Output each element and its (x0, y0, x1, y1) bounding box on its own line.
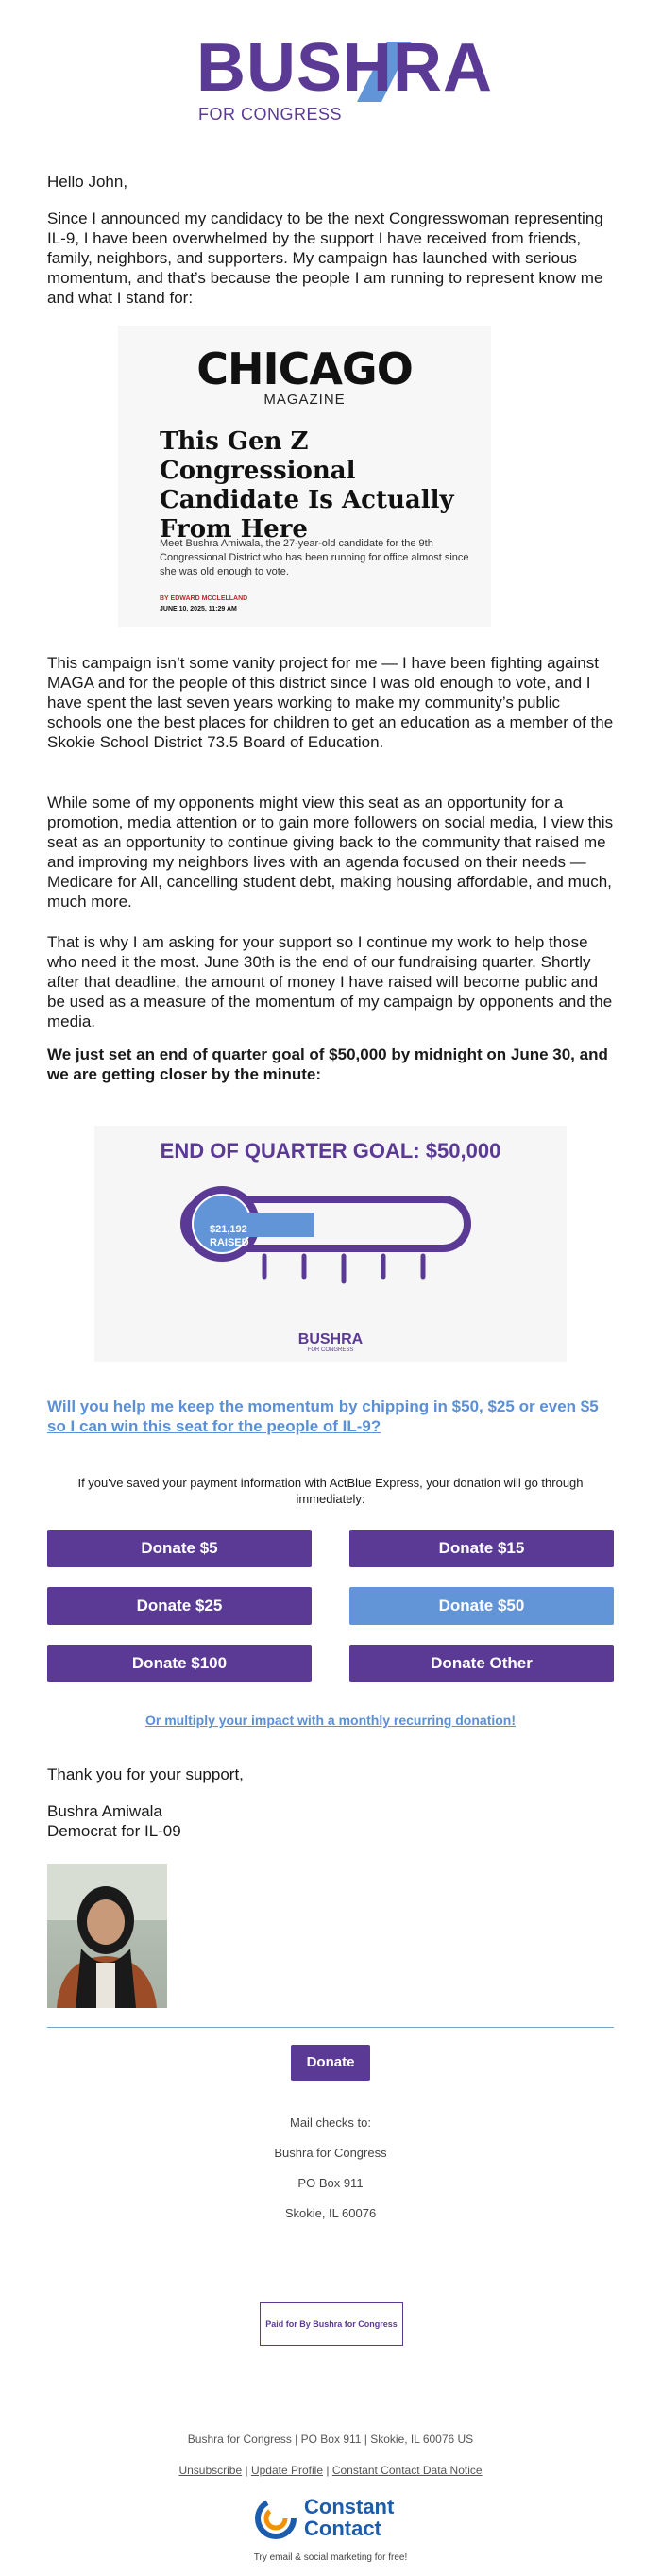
raised-label: RAISED (210, 1237, 249, 1248)
donate-5-button[interactable]: Donate $5 (47, 1530, 312, 1567)
paragraph-support: That is why I am asking for your support so I continue my work to help those who need it the most. June 30th is the end of our fundraising quarter. Shortly after that deadline, the amount of money I have raised will become public and be used as a measure of the momentum of my campaign by opponents and the media. (47, 933, 613, 1030)
donate-other-button[interactable]: Donate Other (349, 1645, 614, 1682)
actblue-express-note: If you've saved your payment information with ActBlue Express, your donation will go through immediately: (77, 1476, 584, 1506)
data-notice-link[interactable]: Constant Contact Data Notice (331, 2464, 483, 2477)
thermometer-logo: BUSHRA (297, 1331, 364, 1347)
signoff-thanks: Thank you for your support, (47, 1765, 244, 1783)
constant-contact-logo[interactable] (253, 2496, 414, 2543)
mail-org: Bushra for Congress (274, 2146, 387, 2160)
paragraph-opponents: While some of my opponents might view this seat as an opportunity for a promotion, media attention or to gain more followers on social media, I view this seat as an opportunity to continue giving back to the community that raised me and improving my neighbors lives with an agenda focused on their needs — Medicare for All, cancelling student debt, making housing affordable, and much, much more. (47, 794, 614, 911)
monthly-donation-link[interactable]: Or multiply your impact with a monthly recurring donation! (144, 1713, 517, 1728)
section-divider (47, 2027, 614, 2028)
constant-contact-line2: Contact (304, 2517, 381, 2540)
mail-label: Mail checks to: (290, 2116, 371, 2130)
magazine-logo: CHICAGO (196, 343, 413, 394)
donate-footer-button[interactable]: Donate (291, 2045, 370, 2081)
thermometer-ticks (264, 1256, 423, 1281)
article-date: JUNE 10, 2025, 11:29 AM (160, 606, 237, 612)
campaign-logo (151, 30, 494, 128)
mail-box: PO Box 911 (297, 2176, 364, 2190)
constant-contact-icon (253, 2496, 300, 2543)
candidate-portrait (47, 1864, 167, 2008)
logo-subtitle: FOR CONGRESS (198, 105, 343, 124)
signoff-name: Bushra Amiwala (47, 1802, 162, 1820)
constant-contact-wordmark (304, 2496, 394, 2539)
constant-contact-tagline: Try email & social marketing for free! (253, 2552, 408, 2563)
article-byline: BY EDWARD MCCLELLAND (160, 595, 248, 602)
update-profile-link[interactable]: Update Profile (250, 2464, 323, 2477)
paragraph-intro: Since I announced my candidacy to be the next Congresswoman representing IL-9, I have been overwhelmed by the support I have received from friends, family, neighbors, and supporters. My campaign has launched with serious momentum, and that’s because the people I am running to represent know me and what I stand for: (47, 209, 603, 307)
donate-25-button[interactable]: Donate $25 (47, 1587, 312, 1625)
paragraph-goal: We just set an end of quarter goal of $50,000 by midnight on June 30, and we are getting closer by the minute: (47, 1045, 608, 1083)
donate-15-button[interactable]: Donate $15 (349, 1530, 614, 1567)
raised-amount: $21,192 (210, 1224, 247, 1235)
footer-sep-1: | (245, 2464, 248, 2477)
thermometer-logo-sub: FOR CONGRESS (307, 1347, 354, 1353)
donate-appeal-link[interactable]: Will you help me keep the momentum by chipping in $50, $25 or even $5 so I can win this seat for the people of IL-9? (47, 1397, 599, 1435)
donate-100-button[interactable]: Donate $100 (47, 1645, 312, 1682)
magazine-sub: MAGAZINE (263, 392, 346, 408)
footer-address: Bushra for Congress | PO Box 911 | Skokie, IL 60076 US (187, 2433, 474, 2446)
logo-wordmark: BUSHRA (196, 30, 494, 106)
thermometer-graphic (94, 1126, 567, 1362)
article-summary: Meet Bushra Amiwala, the 27-year-old candidate for the 9th Congressional District who has been running for office almost since she was old enough to vote. (160, 538, 469, 577)
raised-label-group (210, 1223, 249, 1249)
goal-title: END OF QUARTER GOAL: $50,000 (160, 1139, 501, 1163)
article-card[interactable] (118, 326, 491, 627)
signoff-title: Democrat for IL-09 (47, 1822, 181, 1840)
greeting: Hello John, (47, 173, 128, 191)
paragraph-campaign: This campaign isn’t some vanity project for me — I have been fighting against MAGA and for the people of this district since I was old enough to vote, and I have spent the last seven years working to make my community’s public schools one the best places for children to get an education as a member of the Skokie School District 73.5 Board of Education. (47, 654, 614, 751)
footer-sep-2: | (326, 2464, 330, 2477)
paid-for-box: Paid for By Bushra for Congress (260, 2302, 403, 2346)
mail-city: Skokie, IL 60076 (284, 2206, 377, 2220)
footer-links (47, 2464, 614, 2477)
unsubscribe-link[interactable]: Unsubscribe (178, 2464, 243, 2477)
candidate-photo (47, 1864, 167, 2008)
goal-thermometer-card (94, 1126, 567, 1362)
donate-50-button[interactable]: Donate $50 (349, 1587, 614, 1625)
constant-contact-line1: Constant (304, 2495, 395, 2518)
article-headline: This Gen Z Congressional Candidate Is Actually From Here (160, 427, 454, 544)
